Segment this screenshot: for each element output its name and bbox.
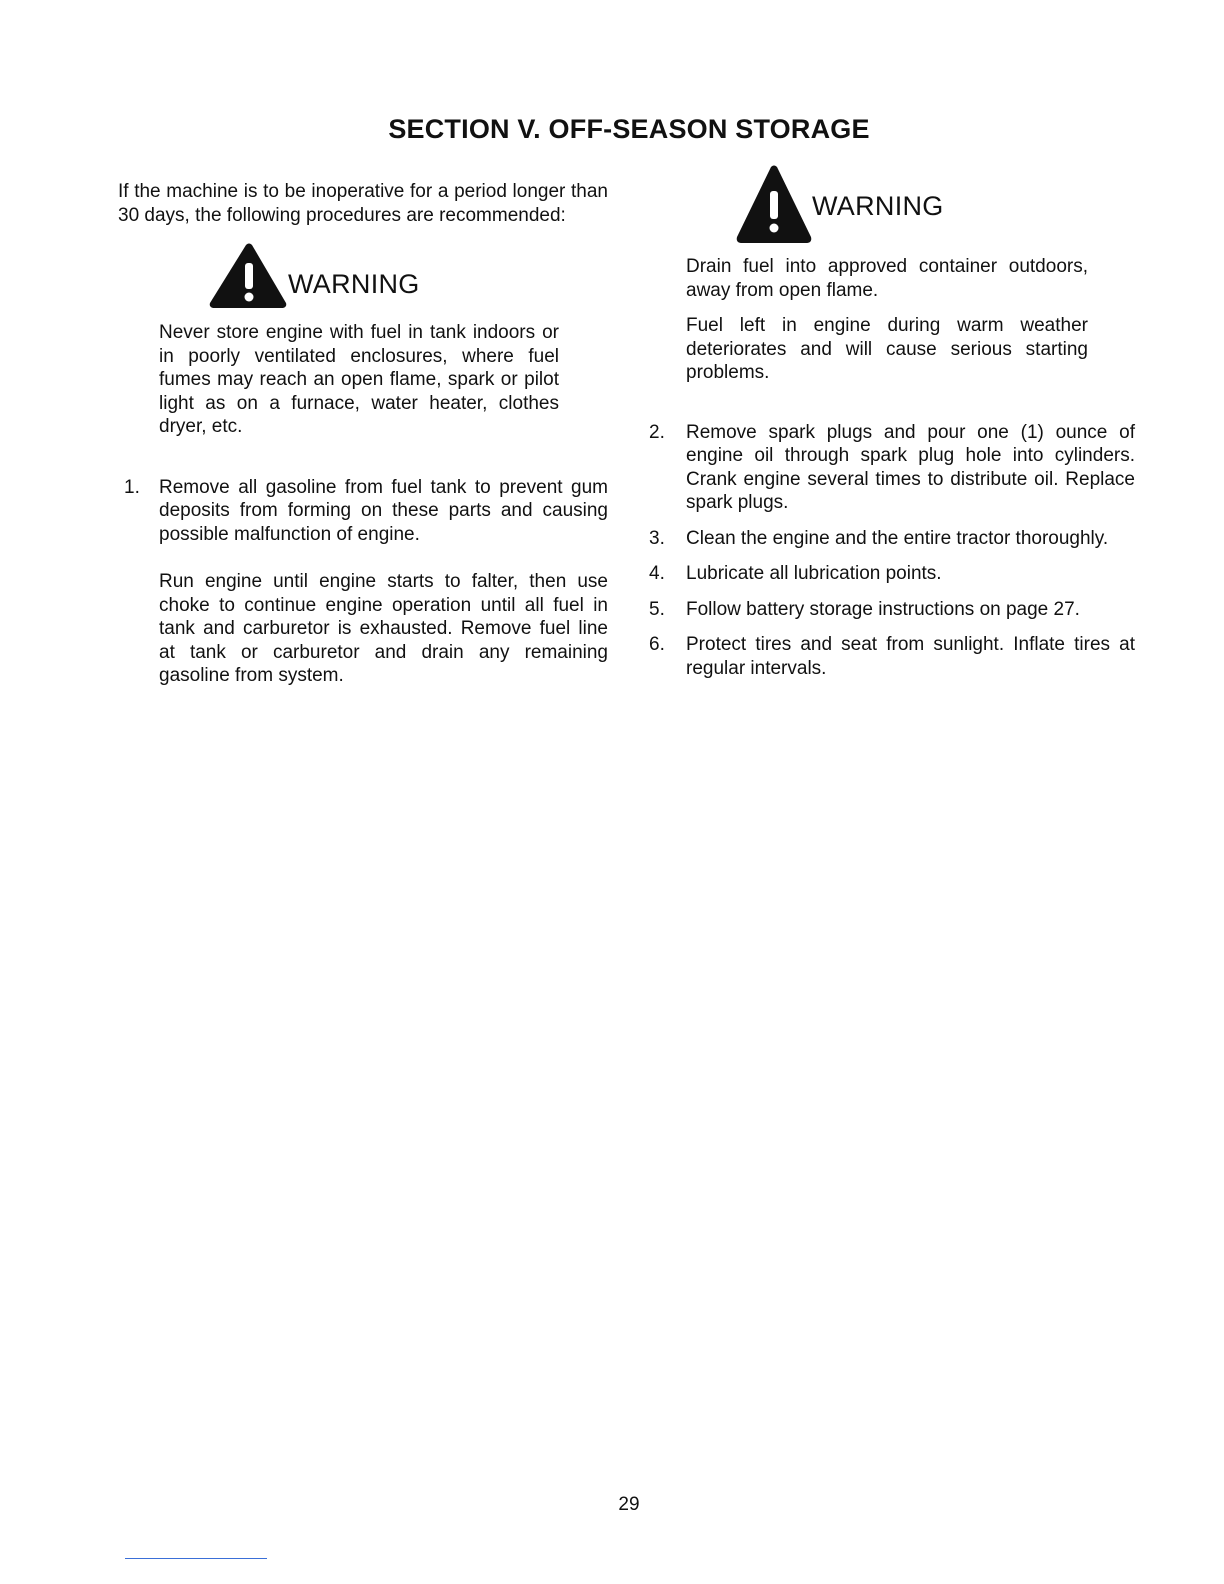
footer-divider xyxy=(125,1558,267,1559)
item-number: 6. xyxy=(649,634,665,655)
warning-text: Never store engine with fuel in tank indoors or in poorly ventilated enclosures, where fuel fumes may reach an open flame, spark or pilot light as on a furnace, water heater, clothes dryer, etc. xyxy=(159,322,559,437)
list-item-4 xyxy=(645,562,1135,586)
item-number: 1. xyxy=(124,476,140,498)
item-text: Lubricate all lubrication points. xyxy=(686,563,942,584)
item-text: Remove spark plugs and pour one (1) ounce of engine oil through spark plug hole into cylinders. Crank engine several times to distribute oil. Replace spark plugs. xyxy=(686,421,1135,513)
warning-triangle-icon xyxy=(735,165,815,245)
item-text: Clean the engine and the entire tractor thoroughly. xyxy=(686,527,1109,549)
warning-label: WARNING xyxy=(288,269,420,299)
list-item-6 xyxy=(645,633,1135,680)
item-number: 5. xyxy=(649,598,665,620)
item-text: Follow battery storage instructions on page 27. xyxy=(686,598,1080,620)
list-item-3 xyxy=(645,527,1135,551)
left-column xyxy=(118,180,608,688)
warning-block-left xyxy=(208,243,528,313)
item-number: 4. xyxy=(649,563,665,584)
item-text: Protect tires and seat from sunlight. Inflate tires at regular intervals. xyxy=(686,634,1135,679)
list-item-5 xyxy=(645,598,1135,622)
list-item-2 xyxy=(645,421,1135,515)
intro-paragraph: If the machine is to be inoperative for a period longer than 30 days, the following procedures are recommended: xyxy=(118,181,608,226)
section-title: SECTION V. OFF-SEASON STORAGE xyxy=(388,114,870,144)
list-item-1 xyxy=(118,476,608,688)
warning-text-2: Fuel left in engine during warm weather deteriorates and will cause serious starting problems. xyxy=(686,315,1088,383)
warning-label: WARNING xyxy=(812,191,944,221)
item-text-continued: Run engine until engine starts to falter, then use choke to continue engine operation until all fuel in tank and carburetor is exhausted. Remove fuel line at tank or carburetor and drain any remaining gasoline from system. xyxy=(159,571,608,686)
right-column xyxy=(645,165,1135,680)
item-number: 3. xyxy=(649,527,665,549)
page-number: 29 xyxy=(618,1494,640,1515)
warning-triangle-icon xyxy=(208,243,288,309)
warning-text-1: Drain fuel into approved container outdoors, away from open flame. xyxy=(686,256,1088,301)
warning-block-right xyxy=(735,165,1055,245)
item-text: Remove all gasoline from fuel tank to prevent gum deposits from forming on these parts and causing possible malfunction of engine. xyxy=(159,476,608,545)
item-number: 2. xyxy=(649,421,665,443)
